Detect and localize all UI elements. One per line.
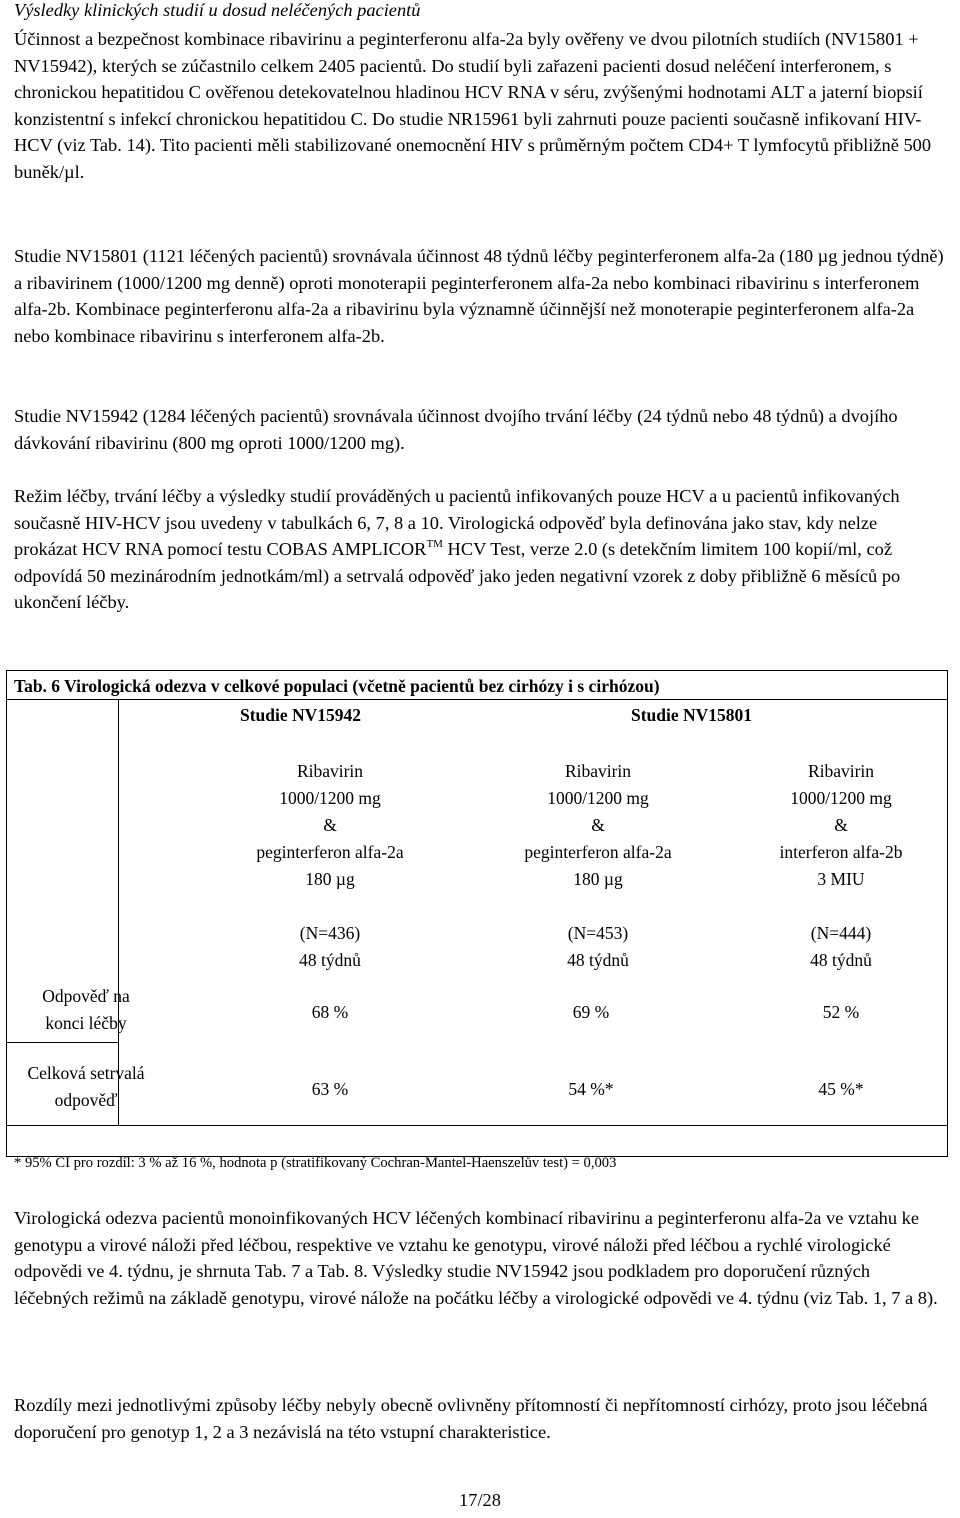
- arm-drug: Ribavirin: [564, 761, 632, 781]
- paragraph-response-definition: [14, 483, 944, 616]
- paragraph-cirrhosis: Rozdíly mezi jednotlivými způsoby léčby nebyly obecně ovlivněny přítomností či nepřítomností cirhózy, proto jsou léčebná doporučení pro genotyp 1, 2 a 3 nezávislá na této vstupní charakteristice.: [14, 1395, 928, 1442]
- row-label-sustained-response: [6, 1060, 166, 1114]
- table-bottom-border: [6, 1125, 948, 1126]
- paragraph-study-nv15801: Studie NV15801 (1121 léčených pacientů) srovnávala účinnost 48 týdnů léčby peginterferonem alfa-2a (180 µg jednou týdně) a ribavirinem (1000/1200 mg denně) oproti monoterapii peginterferonem alfa-2a nebo kombinaci ribavirinu s interferonem alfa-2b. Kombinace peginterferonu alfa-2a a ribavirinu byla významně účinnější než monoterapie peginterferonem alfa-2a nebo kombinace ribavirinu s interferonem alfa-2b.: [14, 246, 944, 346]
- paragraph-studies-overview: Účinnost a bezpečnost kombinace ribavirinu a peginterferonu alfa-2a byly ověřeny ve dvou pilotních studiích (NV15801 + NV15942), kterých se zúčastnilo celkem 2405 pacientů. Do studií byli zařazeni pacienti dosud neléčení interferonem, s chronickou hepatitidou C ověřenou detekovatelnou hladinou HCV RNA v séru, zvýšenými hodnotami ALT a jaterní biopsií konzistentní s infekcí chronickou hepatitidou C. Do studie NR15961 byli zahrnuti pouze pacienti současně infikovaní HIV-HCV (viz Tab. 14). Tito pacienti měli stabilizované onemocnění HIV s průměrným počtem CD4+ T lymfocytů přibližně 500 buněk/µl.: [14, 29, 932, 182]
- arm-amp: &: [834, 815, 848, 835]
- study-header-nv15801: Studie NV15801: [631, 705, 753, 725]
- table-title: Tab. 6 Virologická odezva v celkové populaci (včetně pacientů bez cirhózy i s cirhózou): [14, 676, 660, 696]
- arm-amp: &: [591, 815, 605, 835]
- section-heading: Výsledky klinických studií u dosud neléčených pacientů: [14, 0, 421, 20]
- arm-partner-dose: 180 µg: [305, 869, 355, 889]
- trademark-mark: TM: [426, 538, 443, 551]
- row-label-line-2: odpověď: [54, 1090, 118, 1110]
- arm-n: (N=444): [810, 923, 872, 943]
- arm-partner: peginterferon alfa-2a: [256, 842, 404, 862]
- page-number: 17/28: [459, 1490, 501, 1510]
- arm-weeks: 48 týdnů: [810, 950, 872, 970]
- arm-weeks: 48 týdnů: [567, 950, 629, 970]
- arm-header-1: [210, 758, 450, 974]
- arm-dose: 1000/1200 mg: [279, 788, 381, 808]
- table-row-divider-1: [6, 1042, 118, 1043]
- arm-header-3: [721, 758, 960, 974]
- table-cell: 68 %: [311, 1002, 349, 1022]
- paragraph-virologic-response: Virologická odezva pacientů monoinfikovaných HCV léčených kombinací ribavirinu a peginterferonu alfa-2a ve vztahu ke genotypu a virové náloži před léčbou, respektive ve vztahu ke genotypu, virové náloži před léčbou a rychlé virologické odpovědi ve 4. týdnu, je shrnuta Tab. 7 a Tab. 8. Výsledky studie NV15942 jsou podkladem pro doporučení různých léčebných režimů na základě genotypu, virové nálože na počátku léčby a virologické odpovědi ve 4. týdnu (viz Tab. 1, 7 a 8).: [14, 1208, 938, 1308]
- arm-dose: 1000/1200 mg: [547, 788, 649, 808]
- arm-partner: interferon alfa-2b: [779, 842, 903, 862]
- study-header-nv15942: Studie NV15942: [240, 705, 362, 725]
- arm-partner-dose: 3 MIU: [817, 869, 865, 889]
- paragraph-study-nv15942: Studie NV15942 (1284 léčených pacientů) srovnávala účinnost dvojího trvání léčby (24 týdnů nebo 48 týdnů) a dvojího dávkování ribavirinu (800 mg oproti 1000/1200 mg).: [14, 406, 898, 453]
- arm-drug: Ribavirin: [296, 761, 364, 781]
- arm-partner-dose: 180 µg: [573, 869, 623, 889]
- row-label-line-1: Odpověď na: [42, 986, 130, 1006]
- table-cell: 45 %*: [818, 1079, 864, 1099]
- arm-amp: &: [323, 815, 337, 835]
- table-footnote: * 95% CI pro rozdíl: 3 % až 16 %, hodnota p (stratifikovaný Cochran-Mantel-Haenszelův test) = 0,003: [14, 1155, 617, 1171]
- row-label-line-2: konci léčby: [45, 1013, 127, 1033]
- arm-dose: 1000/1200 mg: [790, 788, 892, 808]
- table-header-divider: [6, 699, 948, 700]
- table-cell: 69 %: [572, 1002, 610, 1022]
- arm-partner: peginterferon alfa-2a: [524, 842, 672, 862]
- table-cell: 63 %: [311, 1079, 349, 1099]
- row-label-end-of-treatment: [6, 983, 166, 1037]
- arm-n: (N=453): [567, 923, 629, 943]
- table-cell: 52 %: [822, 1002, 860, 1022]
- arm-weeks: 48 týdnů: [299, 950, 361, 970]
- paragraph-response-definition-b: HCV Test, verze 2.0 (s detekčním limitem 100 kopií/ml, což odpovídá 50 mezinárodním jednotkám/ml) a setrvalá odpověď jako jeden negativní vzorek z doby přibližně 6 měsíců po ukončení léčby.: [14, 539, 901, 613]
- arm-header-2: [478, 758, 718, 974]
- arm-n: (N=436): [299, 923, 361, 943]
- paragraph-response-definition-a: Režim léčby, trvání léčby a výsledky studií prováděných u pacientů infikovaných pouze HCV a u pacientů infikovaných současně HIV-HCV jsou uvedeny v tabulkách 6, 7, 8 a 10. Virologická odpověď byla definována jako stav, kdy nelze prokázat HCV RNA pomocí testu COBAS AMPLICOR: [14, 486, 900, 560]
- table-cell: 54 %*: [568, 1079, 614, 1099]
- arm-drug: Ribavirin: [807, 761, 875, 781]
- table-top-border: [6, 670, 948, 671]
- row-label-line-1: Celková setrvalá: [27, 1063, 145, 1083]
- table-6: [6, 670, 948, 1158]
